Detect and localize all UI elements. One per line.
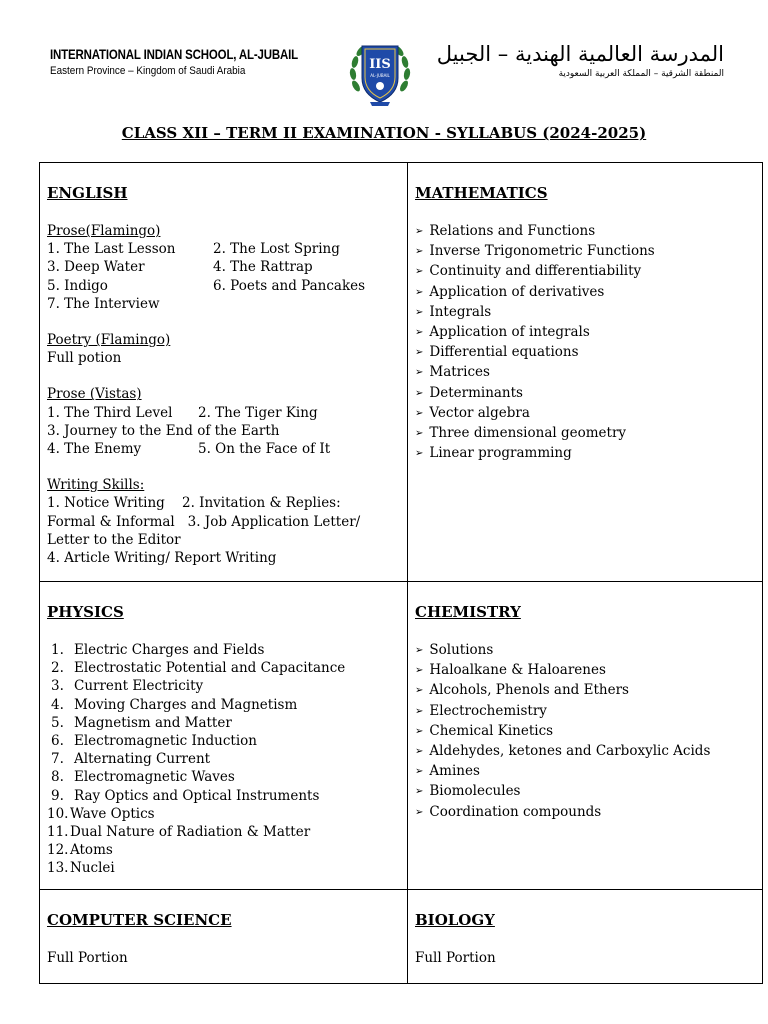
list-item: 13. Nuclei [47,860,115,877]
list-item: ➢ Three dimensional geometry [415,424,755,444]
list-item: ➢ Amines [415,762,755,782]
list-item: 11. Dual Nature of Radiation & Matter [47,824,311,841]
school-location: Eastern Province – Kingdom of Saudi Arabia [50,65,246,77]
list-item: ➢ Vector algebra [415,404,755,424]
school-logo [348,38,412,108]
list-item: 3. Deep Water 4. The Rattrap [47,259,313,276]
list-item: 7. The Interview [47,295,160,312]
list-item: ➢ Relations and Functions [415,222,755,242]
chemistry-cell [408,582,763,890]
list-item: 4. The Enemy 5. On the Face of It [47,441,331,458]
biology-cell [408,890,763,984]
list-item: 9. Ray Optics and Optical Instruments [51,787,320,804]
list-item: 5. Magnetism and Matter [51,714,232,731]
biology-heading: BIOLOGY [415,911,495,929]
computer-science-cell [40,890,408,984]
list-item: ➢ Linear programming [415,444,755,464]
english-cell [40,163,408,582]
list-item: Letter to the Editor [47,531,181,548]
list-item: 1. The Third Level 2. The Tiger King [47,404,318,421]
list-item: 4. Moving Charges and Magnetism [51,696,298,713]
list-item: 4. Article Writing/ Report Writing [47,550,277,567]
list-item: ➢ Solutions [415,641,755,661]
mathematics-heading: MATHEMATICS [415,184,548,202]
school-header-arabic [437,42,724,79]
list-item: ➢ Chemical Kinetics [415,722,755,742]
list-item: 8. Electromagnetic Waves [51,769,235,786]
chemistry-heading: CHEMISTRY [415,603,521,621]
list-item: ➢ Inverse Trigonometric Functions [415,242,755,262]
mathematics-cell [408,163,763,582]
list-item: ➢ Continuity and differentiability [415,262,755,282]
mathematics-list [415,222,755,464]
physics-heading: PHYSICS [47,603,124,621]
school-location-arabic: المنطقة الشرقية – المملكة العربية السعودية [558,69,724,79]
list-item: ➢ Aldehydes, ketones and Carboxylic Acids [415,742,755,762]
chemistry-list [415,641,755,823]
school-header-english [50,46,352,77]
page-title: CLASS XII – TERM II EXAMINATION - SYLLABUS (2024-2025) [121,124,647,142]
physics-list [47,641,400,878]
list-item: ➢ Biomolecules [415,782,755,802]
list-item: 10. Wave Optics [47,805,155,822]
list-item: ➢ Determinants [415,384,755,404]
writing-skills-label: Writing Skills: [47,477,145,494]
list-item: ➢ Alcohols, Phenols and Ethers [415,681,755,701]
computer-science-text: Full Portion [47,950,128,966]
syllabus-table [39,162,763,984]
prose-flamingo-label: Prose(Flamingo) [47,223,161,239]
list-item: Formal & Informal 3. Job Application Letter/ [47,513,361,530]
list-item: 2. Electrostatic Potential and Capacitance [51,660,346,677]
poetry-label: Poetry (Flamingo) [47,332,171,349]
list-item: ➢ Application of derivatives [415,283,755,303]
list-item: 3. Current Electricity [51,678,204,695]
list-item: ➢ Application of integrals [415,323,755,343]
list-item: ➢ Coordination compounds [415,803,755,823]
svg-text:AL-JUBAIL: AL-JUBAIL [370,73,390,78]
list-item: ➢ Electrochemistry [415,702,755,722]
computer-science-heading: COMPUTER SCIENCE [47,911,232,929]
list-item: 6. Electromagnetic Induction [51,733,257,750]
english-heading: ENGLISH [47,184,128,202]
poetry-text: Full potion [47,350,122,367]
biology-text: Full Portion [415,950,496,966]
list-item: 7. Alternating Current [51,751,211,768]
list-item: ➢ Matrices [415,363,755,383]
list-item: 3. Journey to the End of the Earth [47,422,280,439]
physics-cell [40,582,408,890]
svg-text:IIS: IIS [369,57,391,72]
school-name: INTERNATIONAL INDIAN SCHOOL, AL-JUBAIL [50,46,299,62]
list-item: 1. Notice Writing 2. Invitation & Replies: [47,495,341,512]
list-item: 1. Electric Charges and Fields [51,642,265,658]
prose-vistas-label: Prose (Vistas) [47,386,142,403]
list-item: ➢ Differential equations [415,343,755,363]
list-item: 12. Atoms [47,842,113,859]
list-item: 1. The Last Lesson 2. The Lost Spring [47,241,340,258]
list-item: ➢ Haloalkane & Haloarenes [415,661,755,681]
list-item: 5. Indigo 6. Poets and Pancakes [47,277,366,294]
school-name-arabic: المدرسة العالمية الهندية – الجبيل [436,42,724,66]
list-item: ➢ Integrals [415,303,755,323]
